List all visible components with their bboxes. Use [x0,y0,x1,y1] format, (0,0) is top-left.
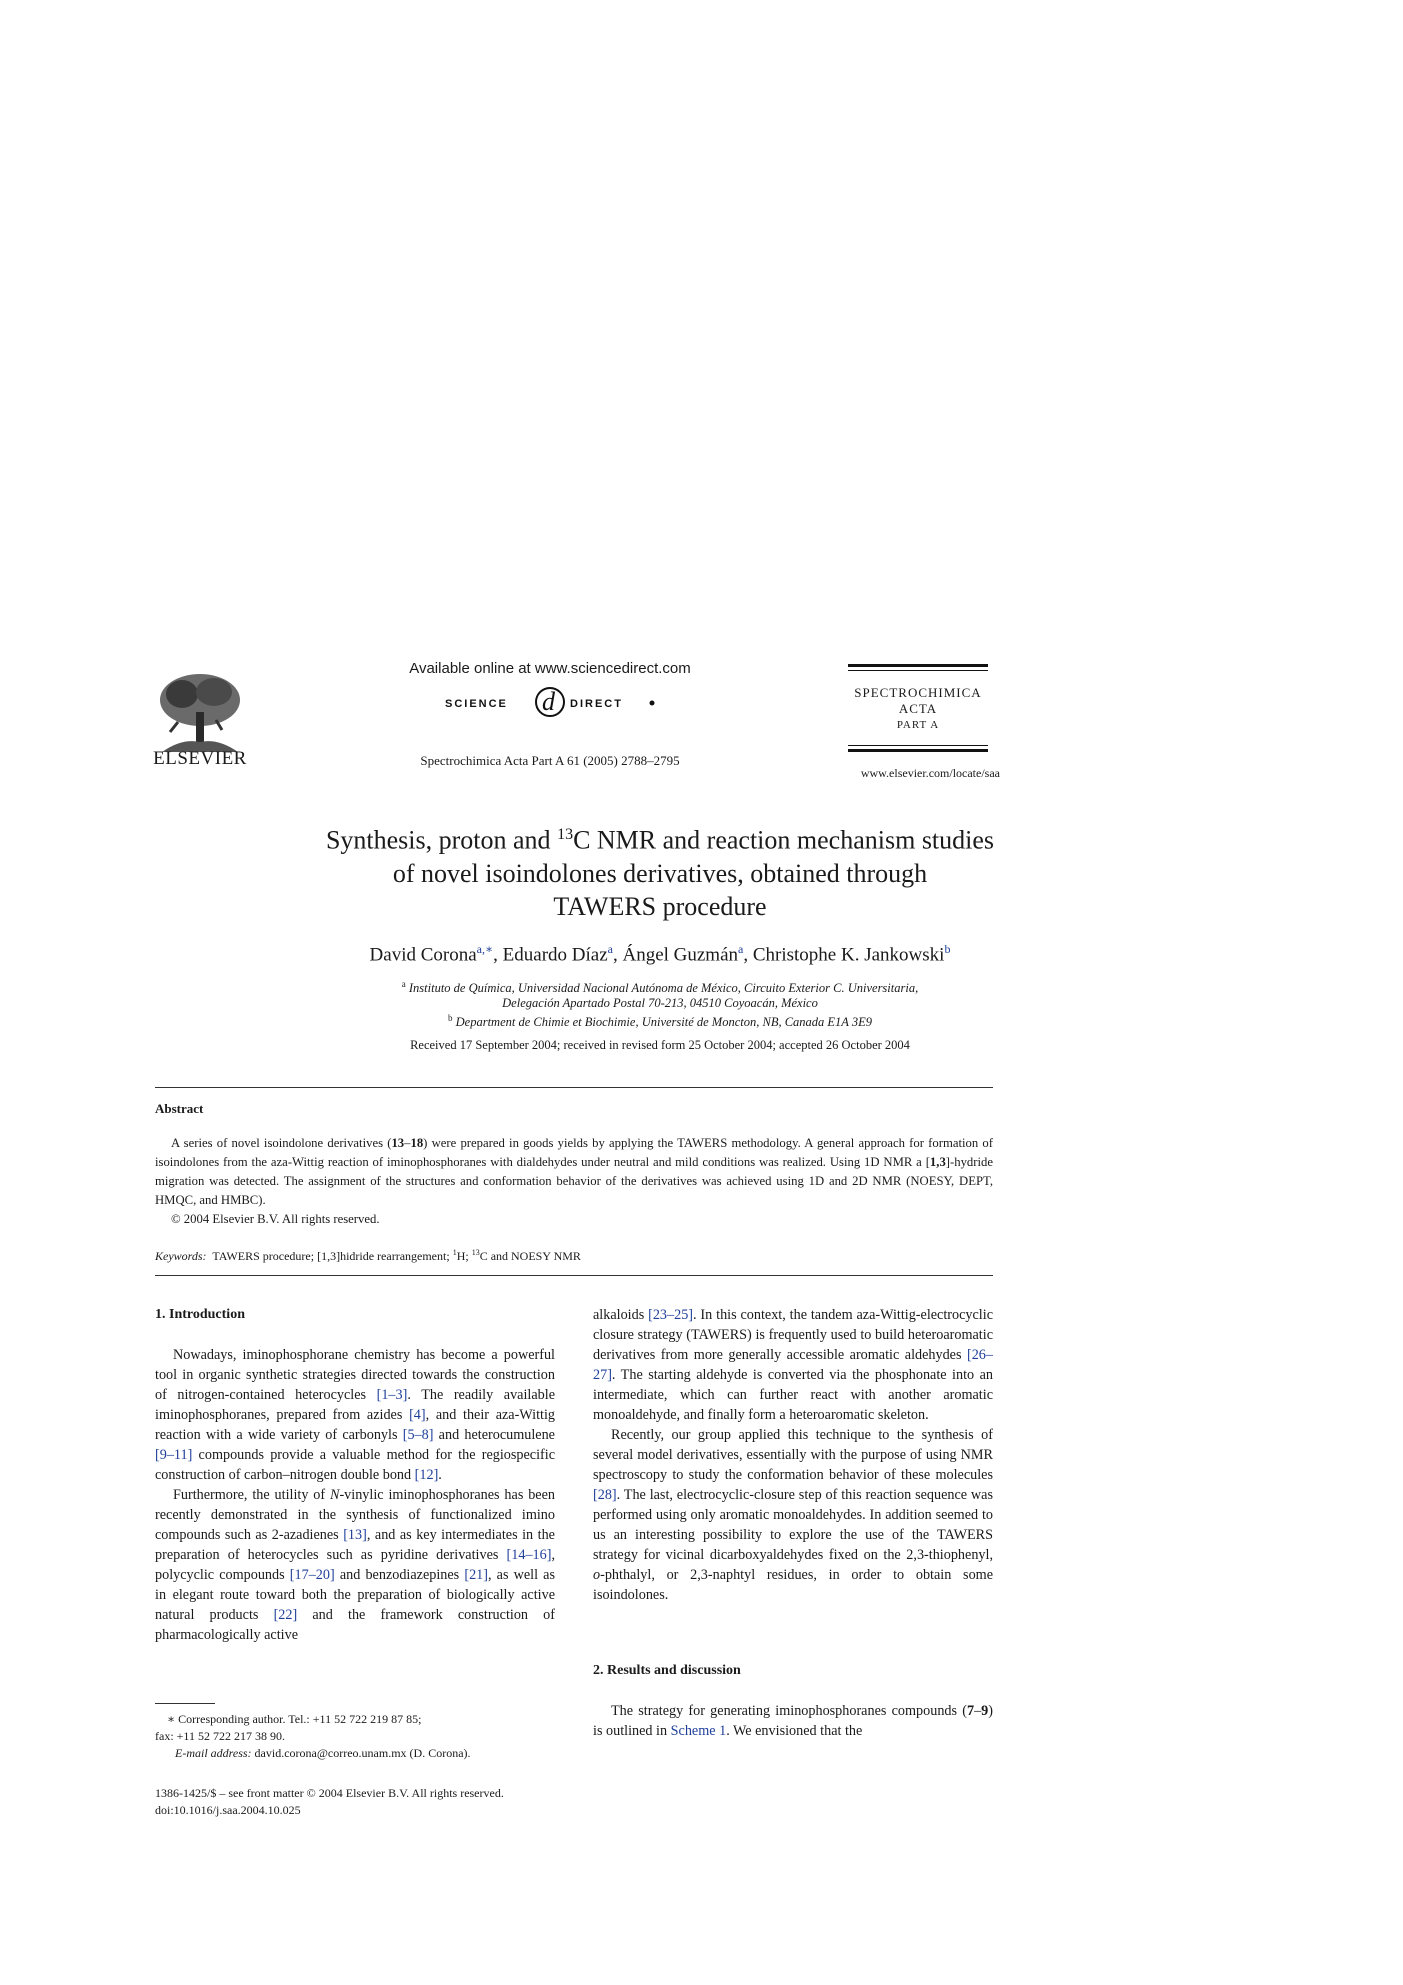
sciencedirect-availability: Available online at www.sciencedirect.com [409,660,691,677]
author-list: David Corona$^{a,∗}$, Eduardo Díaz$^a$, Ángel Guzmán$^a$, Christophe K. Jankowski$^b$ [369,942,951,966]
citation-link[interactable]: [28] [593,1487,617,1503]
sciencedirect-logo [420,680,680,724]
paragraph: alkaloids [23–25]. In this context, the tandem aza-Wittig-electrocyclic closure strategy (TAWERS) is frequently used to build heteroaromatic derivatives from more generally accessible aromatic aldehydes [26–27]. The starting aldehyde is converted via the phosphonate into an intermediate, which can further react with another aromatic monoaldehyde, and finally form a heteroaromatic skeleton. [593,1307,993,1423]
abstract-heading: Abstract [155,1101,204,1116]
elsevier-wordmark: ELSEVIER [153,748,247,769]
affiliation-a: $^a$ Instituto de Química, Universidad Nacional Autónoma de México, Circuito Exterior C. Universitaria, [401,979,919,996]
journal-url[interactable]: www.elsevier.com/locate/saa [860,766,1000,780]
scheme-link[interactable]: Scheme 1 [670,1723,727,1739]
footnotes: ∗ Corresponding author. Tel.: +11 52 722 219 87 85; fax: +11 52 722 217 38 90. E-mail address: david.corona@correo.unam.mx (D. Corona). [155,1712,471,1760]
author-name: Ángel Guzmán [622,944,739,966]
affiliation-b: $^b$ Department de Chimie et Biochimie, Université de Moncton, NB, Canada E1A 3E9 [448,1013,872,1030]
citation-link[interactable]: [17–20] [289,1567,335,1583]
citation-link[interactable]: [26–27] [593,1347,993,1383]
left-column [155,1305,555,1645]
abstract-text: A series of novel isoindolone derivatives (13–18) were prepared in goods yields by applying the TAWERS methodology. A general approach for formation of isoindolones from the aza-Wittig reaction of iminophosphoranes with dialdehydes under neutral and mild conditions was realized. Using 1D NMR a [1,3]-hydride migration was detected. The assignment of the structures and conformation behavior of the derivatives was achieved using 1D and 2D NMR (NOESY, DEPT, HMQC, and HMBC). [155,1136,993,1207]
citation-link[interactable]: [21] [464,1567,488,1583]
citation-link[interactable]: [9–11] [155,1447,193,1463]
journal-citation: Spectrochimica Acta Part A 61 (2005) 2788–2795 [420,753,680,768]
paragraph: Furthermore, the utility of N-vinylic iminophosphoranes has been recently demonstrated in the synthesis of functionalized imino compounds such as 2-azadienes [13], and as key intermediates in the preparation of heterocycles such as pyridine derivatives [14–16], polycyclic compounds [17–20] and benzodiazepines [21], as well as in elegant route toward both the preparation of biologically active natural products [22] and the framework construction of pharmacologically active [155,1487,555,1643]
author-affil-link[interactable]: a [607,942,613,956]
section-heading: 2. Results and discussion [593,1663,741,1678]
article-title: Synthesis, proton and $^{13}$C NMR and reaction mechanism studies of novel isoindolones derivatives, obtained through TAWERS procedure [325,825,995,921]
keywords: Keywords: TAWERS procedure; [1,3]hidride rearrangement; $^1$H; $^{13}$C and NOESY NMR [155,1248,581,1263]
author-name: David Corona [369,944,477,966]
issn-line: 1386-1425/$ – see front matter © 2004 Elsevier B.V. All rights reserved. [155,1786,504,1800]
author-name: Christophe K. Jankowski [752,944,945,966]
front-matter [155,1785,575,1819]
author-affil-link[interactable]: a,∗ [476,942,494,956]
citation-link[interactable]: [14–16] [506,1547,552,1563]
affiliation-a-cont: Delegación Apartado Postal 70-213, 04510 Coyoacán, México [502,996,818,1010]
footnote-divider [155,1703,215,1704]
doi-line[interactable]: doi:10.1016/j.saa.2004.10.025 [155,1803,301,1817]
sd-direct-text: DIRECT [570,698,623,710]
author-affil-link[interactable]: b [944,942,951,956]
author-name: Eduardo Díaz [502,944,608,966]
citation-link[interactable]: [4] [409,1407,426,1423]
divider [155,1087,993,1088]
citation-link[interactable]: [23–25] [648,1307,694,1323]
citation-link[interactable]: [5–8] [402,1427,434,1443]
paragraph: Recently, our group applied this technique to the synthesis of several model derivatives, essentially with the purpose of using NMR spectroscopy to study the conformation behavior of these molecules [28]. The last, electrocyclic-closure step of this reaction sequence was performed using only aromatic monoaldehydes. In addition seemed to us an interesting possibility to explore the use of the TAWERS strategy for vicinal dicarboxyaldehydes fixed on the 2,3-thiophenyl, o-phthalyl, or 2,3-naphtyl residues, in order to obtain some isoindolones. [593,1427,993,1603]
masthead-line3: PART A [896,719,940,731]
citation-link[interactable]: [13] [343,1527,367,1543]
citation-link[interactable]: [22] [273,1607,298,1623]
journal-masthead [848,664,988,774]
svg-text:d: d [542,687,555,716]
paragraph: Nowadays, iminophosphorane chemistry has become a powerful tool in organic synthetic strategies directed towards the construction of nitrogen-contained heterocycles [1–3]. The readily available iminophosphoranes, prepared from azides [4], and their aza-Wittig reaction with a wide variety of carbonyls [5–8] and heterocumulene [9–11] compounds provide a valuable method for the regiospecific construction of carbon–nitrogen double bond [12]. [155,1347,555,1483]
right-column [593,1305,993,1741]
email-address[interactable]: david.corona@correo.unam.mx (D. Corona). [251,1746,471,1760]
sd-science-text: SCIENCE [445,698,508,710]
citation-link[interactable]: [12] [414,1467,439,1483]
paragraph: The strategy for generating iminophosphoranes compounds (7–9) is outlined in Scheme 1. We envisioned that the [593,1703,993,1739]
masthead-line2: ACTA [898,701,938,716]
abstract-copyright: © 2004 Elsevier B.V. All rights reserved. [171,1212,380,1226]
citation-link[interactable]: [1–3] [376,1387,408,1403]
abstract-body [155,1134,993,1229]
divider [155,1275,993,1276]
masthead-line1: SPECTROCHIMICA [854,685,982,700]
author-affil-link[interactable]: a [738,942,744,956]
section-heading: 1. Introduction [155,1307,245,1322]
received-dates: Received 17 September 2004; received in revised form 25 October 2004; accepted 26 October 2004 [410,1038,910,1052]
